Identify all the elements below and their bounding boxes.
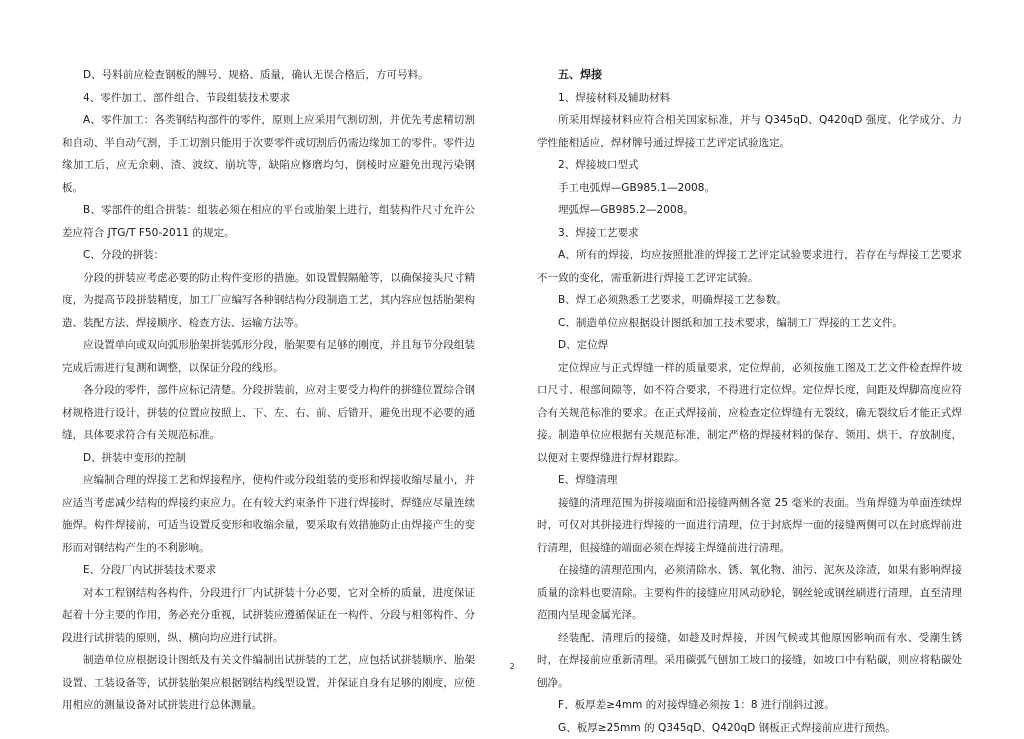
paragraph: D、号料前应检查钢板的牌号、规格、质量，确认无误合格后，方可号料。 [62,64,475,87]
left-column [62,64,475,717]
page-number: 2 [0,662,1024,671]
paragraph: 埋弧焊—GB985.2—2008。 [537,199,962,222]
paragraph: A、所有的焊接，均应按照批准的焊接工艺评定试验要求进行，若存在与焊接工艺要求不一致的变化，需重新进行焊接工艺评定试验。 [537,244,962,289]
right-column [537,64,962,739]
paragraph: 对本工程钢结构各构件，分段进行厂内试拼装十分必要，它对全桥的质量，进度保证起着十分主要的作用，务必充分重视，试拼装应遵循保证在一构件、分段与相邻构件、分段进行试拼装的原则，纵、横向均应进行试拼。 [62,582,475,650]
paragraph: E、分段厂内试拼装技术要求 [62,559,475,582]
paragraph: 2、焊接坡口型式 [537,154,962,177]
paragraph: D、定位焊 [537,334,962,357]
paragraph: C、分段的拼装： [62,244,475,267]
paragraph: 4、零件加工、部件组合、节段组装技术要求 [62,87,475,110]
paragraph: 所采用焊接材料应符合相关国家标准，并与 Q345qD、Q420qD 强度、化学成分、力学性能相适应，焊材牌号通过焊接工艺评定试验选定。 [537,109,962,154]
paragraph: 手工电弧焊—GB985.1—2008。 [537,177,962,200]
paragraph: E、焊缝清理 [537,469,962,492]
paragraph: 定位焊应与正式焊缝一样的质量要求，定位焊前，必须按施工图及工艺文件检查焊件坡口尺寸、根部间隙等，如不符合要求，不得进行定位焊。定位焊长度，间距及焊脚高度应符合有关规范标准的要求。在正式焊接前，应检查定位焊缝有无裂纹，确无裂纹后才能正式焊接。制造单位应根据有关规范标准，制定严格的焊接材料的保存、领用、烘干、存放制度，以便对主要焊缝进行焊材跟踪。 [537,357,962,470]
paragraph: C、制造单位应根据设计图纸和加工技术要求，编制工厂焊接的工艺文件。 [537,312,962,335]
paragraph: 接缝的清理范围为拼接端面和沿接缝两侧各宽 25 毫米的表面。当角焊缝为单面连续焊时，可仅对其拼接进行焊接的一面进行清理，位于封底焊一面的接缝两侧可以在封底焊前进行清理，但接缝的端面必须在焊接主焊缝前进行清理。 [537,492,962,560]
paragraph: 应设置单向或双向弧形胎架拼装弧形分段，胎架要有足够的刚度，并且每节分段组装完成后需进行复测和调整，以保证分段的线形。 [62,334,475,379]
paragraph: 制造单位应根据设计图纸及有关文件编制出试拼装的工艺，应包括试拼装顺序、胎架设置、工装设备等，试拼装胎架应根据钢结构线型设置，并保证自身有足够的刚度，应使用相应的测量设备对试拼装进行总体测量。 [62,649,475,717]
paragraph: A、零件加工：各类钢结构部件的零件，原则上应采用气割切割，并优先考虑精切割和自动、半自动气割，手工切割只能用于次要零件或切割后仍需边缘加工的零件。零件边缘加工后，应无余刺、渣、波纹、崩坑等，缺陷应修磨均匀，倒棱时应避免出现污染钢板。 [62,109,475,199]
paragraph: 1、焊接材料及辅助材料 [537,87,962,110]
paragraph: D、拼装中变形的控制 [62,447,475,470]
paragraph: 经装配、清理后的接缝，如趁及时焊接，并因气候或其他原因影响而有水、受潮生锈时，在焊接前应重新清理。采用碳弧气刨加工坡口的接缝，如坡口中有粘碳，则应将粘碳处刨净。 [537,627,962,695]
paragraph: B、零部件的组合拼装：组装必须在相应的平台或胎架上进行，组装构件尺寸允许公差应符合 JTG/T F50-2011 的规定。 [62,199,475,244]
paragraph: B、焊工必须熟悉工艺要求，明确焊接工艺参数。 [537,289,962,312]
paragraph: 3、焊接工艺要求 [537,222,962,245]
paragraph: F、板厚差≥4mm 的对接焊缝必须按 1：8 进行削斜过渡。 [537,694,962,717]
paragraph: 在接缝的清理范围内，必须清除水、锈、氧化物、油污、泥灰及涂渣，如果有影响焊接质量的涂料也要清除。主要构件的接缝应用风动砂轮，钢丝轮或钢丝刷进行清理，直至清理范围内呈现金属光泽。 [537,559,962,627]
section-heading: 五、焊接 [537,64,962,87]
paragraph: 各分段的零件，部件应标记清楚。分段拼装前，应对主要受力构件的拼缝位置综合钢材规格进行设计，拼装的位置应按照上、下、左、右、前、后错开，避免出现不必要的通缝，具体要求符合有关规范标准。 [62,379,475,447]
paragraph: 应编制合理的焊接工艺和焊接程序，使构件或分段组装的变形和焊接收缩尽量小，并应适当考虑减少结构的焊接约束应力。在有较大约束条件下进行焊接时，焊缝应尽量连续施焊。构件焊接前，可适当设置反变形和收缩余量，要采取有效措施防止由焊接产生的变形而对钢结构产生的不利影响。 [62,469,475,559]
paragraph: 分段的拼装应考虑必要的防止构件变形的措施。如设置假隔舱等，以确保接头尺寸精度，为提高节段拼装精度，加工厂应编写各种钢结构分段制造工艺，其内容应包括胎架构造、装配方法、焊接顺序、检查方法、运输方法等。 [62,267,475,335]
paragraph: G、板厚≥25mm 的 Q345qD、Q420qD 钢板正式焊接前应进行预热。 [537,717,962,739]
